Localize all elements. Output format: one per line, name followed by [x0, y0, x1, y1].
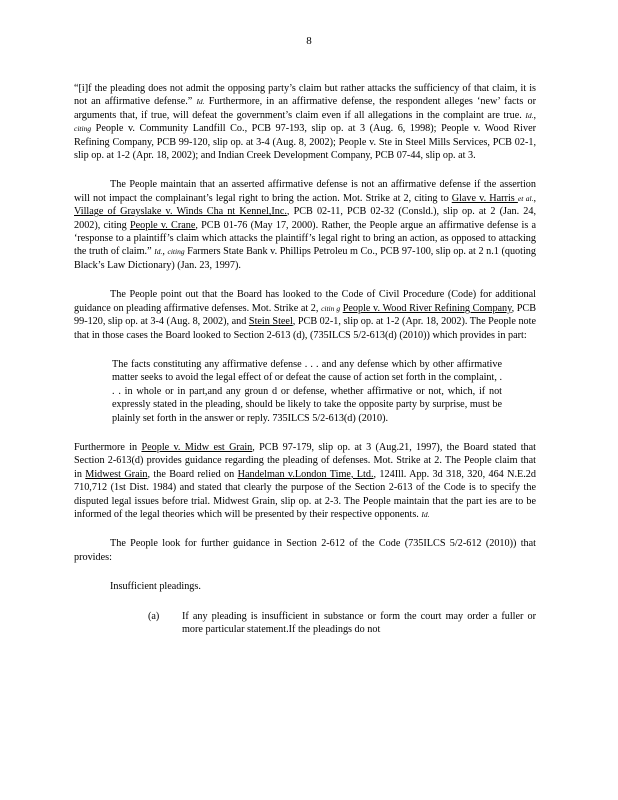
citation-text: Village of Grayslake v. Winds Cha nt Kennel,Inc. [74, 206, 287, 218]
text-run: Furthermore, in an affirmative defense, the respondent alleges ‘new’ facts or arguments that, if true, will defeat the government’s claim even if all allegations in the complaint are true. [74, 96, 536, 121]
sub-item-text: If any pleading is insufficient in substance or form the court may order a fuller or more particular statement.If the pleadings do not [182, 610, 536, 635]
paragraph-2 [74, 178, 536, 272]
text-run: People v. Community Landfill Co., PCB 97-193, slip op. at 3 (Aug. 6, 1998); People v. Wood River Refining Company, PCB 99-120, slip op. at 3-4 (Aug. 8, 2002); People v. Ste in Steel Mills Services, PCB 02-1, slip op. at 1-2 (Apr. 18, 2002); and Indian Creek Development Company, PCB 07-44, slip op. at 3. [74, 123, 536, 162]
paragraph-1 [74, 82, 536, 162]
sub-item-label: (a) [148, 610, 160, 622]
paragraph-5: The People look for further guidance in Section 2-612 of the Code (735ILCS 5/2-612 (2010)) that provides: [74, 538, 536, 563]
italic-text: Id. [154, 247, 163, 257]
text-run: , PCB 99-120, slip op. at 3-4 (Aug. 8, 2002), and [74, 302, 537, 328]
block-quote: The facts constituting any affirmative defense . . . and any defense which by other affirmative matter seeks to avoid the legal effect of or defeat the cause of action set forth in the complaint, . . . in whole or in part,and any groun d or defense, whether affirmative or not, which, if not expressly stated in the pleading, should be likely to take the opposite party by surprise, must be plainly set forth in the answer or reply. 735ILCS 5/2-613(d) (2010). [112, 358, 502, 424]
citation-text: People v. Crane [129, 219, 196, 231]
page-number: 8 [306, 35, 312, 47]
citation-text: Midwest Grain [85, 468, 148, 480]
paragraph-4 [74, 441, 536, 521]
paragraph-3 [74, 288, 536, 342]
italic-text: et al. [517, 193, 534, 203]
citation-text: People v. Midw est Grain [141, 441, 253, 453]
text-run: , 124Ill. App. 3d 318, 320, 464 N.E.2d 710,712 (1st Dist. 1984) and stated that clearly the purpose of the Section 2-613 of the Code is to specify the disputed legal issues before trial. Midwest Grain, slip op. at 2-3. The People maintain that the part ies are to be informed of the legal theories which will be presented by their respective opponents. [74, 468, 536, 520]
italic-text: Id. [421, 509, 430, 519]
sub-item-a [148, 610, 536, 637]
text-run: The People maintain that an asserted affirmative defense is not an affirmative defense if the assertion will not impact the complainant’s legal right to bring the action. Mot. Strike at 2, citing to [74, 179, 536, 204]
text-run: , PCB 97-179, slip op. at 3 (Aug.21, 1997), the Board stated that Section 2-613(d) provides guidance regarding the pleading of defenses. Mot. Strike at 2. The People claim that in [74, 441, 536, 480]
citation-text: Handelman v.London Time, Ltd. [237, 468, 374, 480]
text-run: “[i]f the pleading does not admit the opposing party’s claim but rather attacks the sufficiency of that claim, it is not an affirmative defense.” [74, 83, 536, 108]
italic-text: citin g [321, 303, 341, 313]
citation-text: People v. Wood River Refining Company [342, 302, 512, 314]
document-body [74, 82, 536, 636]
text-run: , PCB 01-76 (May 17, 2000). Rather, the People argue an affirmative defense is a ‘response to a plaintiff’s claim which attacks the plaintiff’s legal right to bring an action, as opposed to attacking the truth of claim.” [74, 219, 537, 258]
italic-text: Id. [196, 97, 205, 107]
italic-text: citing [74, 124, 92, 134]
text-run: Furthermore in [74, 441, 142, 453]
text-run: , [533, 192, 537, 204]
text-run: The People point out that the Board has looked to the Code of Civil Procedure (Code) for additional guidance on pleading affirmative defenses. Mot. Strike at 2, [74, 289, 536, 314]
text-run: , [162, 246, 168, 258]
text-run: , PCB 02-1, slip op. at 1-2 (Apr. 18, 2002). The People note that in those cases the Board looked to Section 2-613 (d), (735ILCS 5/2-613(d) (2010)) which provides in part: [74, 316, 536, 341]
section-heading: Insufficient pleadings. [110, 581, 201, 593]
text-run: , the Board relied on [147, 468, 238, 480]
italic-text: citing [167, 247, 185, 257]
text-run: , [533, 109, 536, 121]
text-run: Farmers State Bank v. Phillips Petroleu m Co., PCB 97-100, slip op. at 2 n.1 (quoting Black’s Law Dictionary) (Jan. 23, 1997). [74, 246, 536, 271]
citation-text: Glave v. Harris [451, 192, 518, 204]
italic-text: Id. [525, 110, 534, 120]
citation-text: Stein Steel [248, 316, 293, 328]
text-run: , PCB 02-11, PCB 02-32 (Consld.), slip op. at 2 (Jan. 24, 2002), citing [74, 206, 536, 231]
